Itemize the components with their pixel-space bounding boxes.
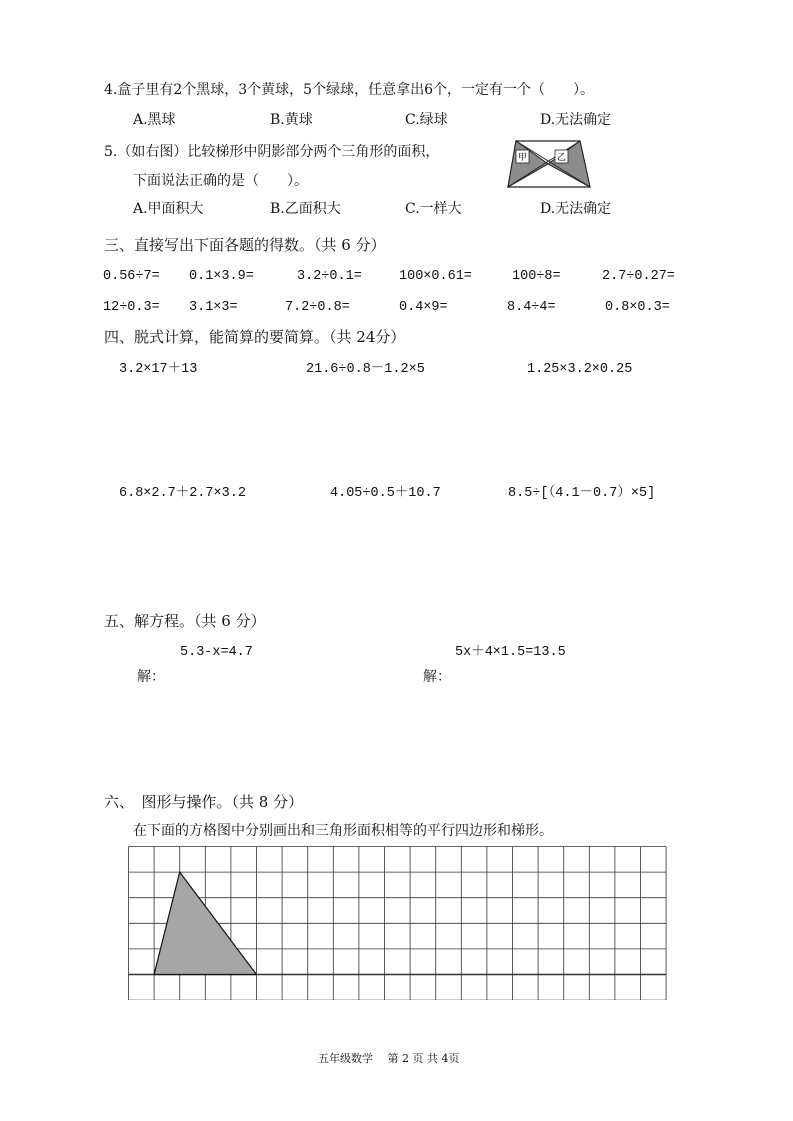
q5-option-d[interactable]: D.无法确定	[540, 201, 612, 217]
sec3-title: 三、直接写出下面各题的得数。（共 6 分）	[104, 236, 386, 254]
expr-r2-2: 4.05÷0.5＋10.7	[330, 486, 441, 501]
expr-r1-1: 3.2×17＋13	[119, 362, 198, 377]
q5-option-b[interactable]: B.乙面积大	[270, 201, 341, 217]
trapezoid-figure	[506, 138, 592, 190]
calc-r2-2: 3.1×3=	[189, 300, 238, 315]
sec4-title: 四、脱式计算，能简算的要简算。（共 24分）	[104, 328, 406, 346]
calc-r2-6: 0.8×0.3=	[605, 300, 670, 315]
solve-label-2: 解：	[423, 669, 451, 685]
label-yi: 乙	[556, 153, 567, 163]
q5-stem-line1: 5.（如右图）比较梯形中阴影部分两个三角形的面积，	[104, 144, 440, 160]
calc-r1-2: 0.1×3.9=	[189, 269, 254, 284]
expr-r2-1: 6.8×2.7＋2.7×3.2	[119, 486, 246, 501]
sec6-title: 六、 图形与操作。（共 8 分）	[104, 793, 304, 811]
calc-r1-3: 3.2÷0.1=	[297, 269, 362, 284]
q4-option-b[interactable]: B.黄球	[270, 112, 313, 128]
page-footer: 五年级数学 第 2 页 共 4页	[318, 1052, 460, 1065]
q5-option-a[interactable]: A.甲面积大	[133, 201, 204, 217]
label-jia: 甲	[517, 153, 528, 163]
calc-r1-1: 0.56÷7=	[103, 269, 160, 284]
expr-r1-2: 21.6÷0.8－1.2×5	[306, 362, 425, 377]
equation-2: 5x＋4×1.5=13.5	[455, 645, 566, 660]
calc-r2-5: 8.4÷4=	[507, 300, 556, 315]
expr-r2-3: 8.5÷[（4.1－0.7）×5]	[508, 486, 656, 501]
q4-option-d[interactable]: D.无法确定	[540, 112, 612, 128]
expr-r1-3: 1.25×3.2×0.25	[527, 362, 633, 377]
q4-option-a[interactable]: A.黑球	[133, 112, 176, 128]
q4-stem: 4.盒子里有2个黑球，3个黄球，5个绿球，任意拿出6个，一定有一个（ ）。	[104, 82, 594, 98]
equation-1: 5.3-x=4.7	[180, 645, 253, 660]
calc-r2-4: 0.4×9=	[399, 300, 448, 315]
calc-r1-5: 100÷8=	[512, 269, 561, 284]
q5-option-c[interactable]: C.一样大	[405, 201, 462, 217]
square-grid[interactable]	[128, 846, 668, 1000]
calc-r2-1: 12÷0.3=	[103, 300, 160, 315]
sec5-title: 五、解方程。（共 6 分）	[104, 612, 266, 630]
sec6-instruction: 在下面的方格图中分别画出和三角形面积相等的平行四边形和梯形。	[133, 823, 553, 839]
calc-r1-4: 100×0.61=	[399, 269, 472, 284]
q5-stem-line2: 下面说法正确的是（ ）。	[133, 173, 308, 189]
calc-r2-3: 7.2÷0.8=	[285, 300, 350, 315]
solve-label-1: 解：	[137, 669, 165, 685]
q4-option-c[interactable]: C.绿球	[405, 112, 448, 128]
calc-r1-6: 2.7÷0.27=	[602, 269, 675, 284]
